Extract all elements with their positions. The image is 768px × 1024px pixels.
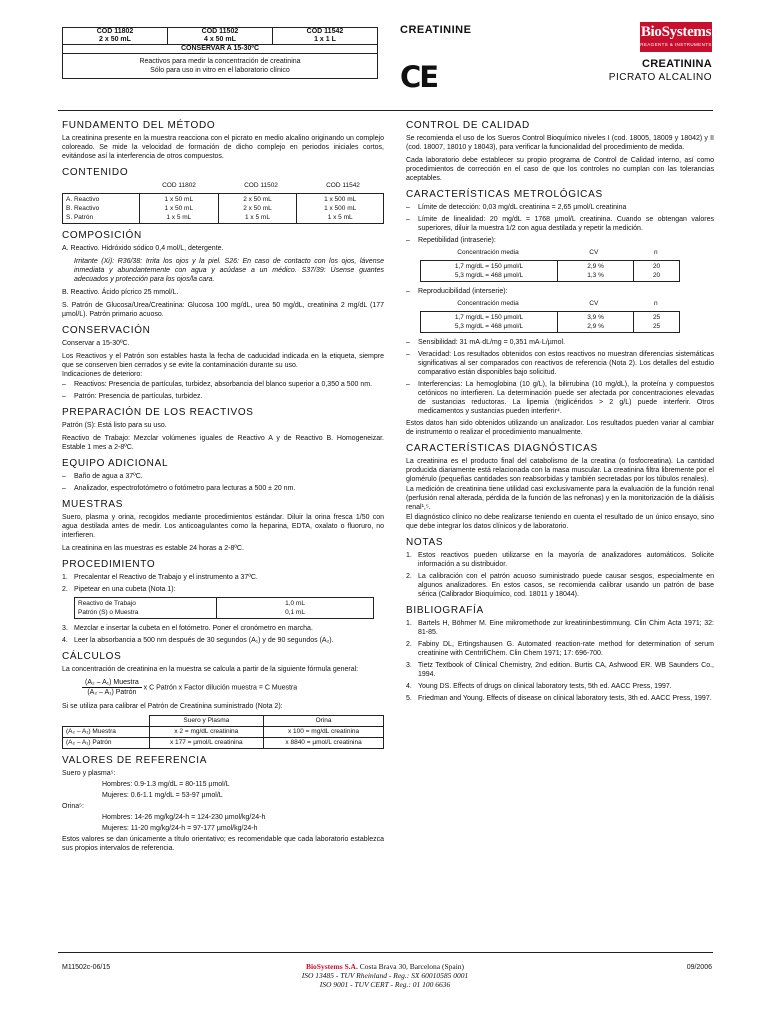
section-title: CÁLCULOS	[62, 651, 122, 662]
list-item: 5. Friedman and Young. Effects of disease on clinical laboratory tests, 3th ed. AACC Press, 1997.	[406, 695, 712, 702]
list-item: – Baño de agua a 37ºC.	[62, 473, 143, 480]
section-title: CONTROL DE CALIDAD	[406, 120, 530, 131]
section-title: PREPARACIÓN DE LOS REACTIVOS	[62, 407, 254, 418]
list-item: – Límite de linealidad: 20 mg/dL = 1768 µmol/L creatinina. Cuando se obtengan valores superiores, diluir la muestra 1/2 con agua destilada y repetir la medición.	[406, 216, 714, 232]
reproducibility-table	[420, 311, 680, 333]
section-title: FUNDAMENTO DEL MÉTODO	[62, 120, 216, 131]
section-title: CARACTERÍSTICAS METROLÓGICAS	[406, 189, 603, 200]
table-header: Orina	[264, 716, 384, 727]
company-name: BioSystems S.A.	[305, 962, 358, 971]
paragraph: La concentración de creatinina en la muestra se calcula a partir de la siguiente fórmula general:	[62, 666, 359, 673]
ce-mark-icon: CE	[400, 60, 438, 94]
section-title: CONTENIDO	[62, 167, 129, 178]
storage-cell: CONSERVAR A 15-30ºC	[63, 45, 378, 54]
reference-line: Hombres: 0.9-1.3 mg/dL = 80-115 µmol/L	[102, 781, 230, 788]
iso-13485: ISO 13485 - TUV Rheinland - Reg.: SX 60010585 0001	[301, 971, 469, 980]
repeatability-header	[420, 248, 680, 258]
code-cell: COD 11502 4 x 50 mL	[167, 28, 272, 45]
list-item: – Reproducibilidad (interserie):	[406, 288, 508, 295]
logo-subtitle: REAGENTS & INSTRUMENTS	[640, 42, 712, 47]
list-item: 1. Precalentar el Reactivo de Trabajo y el instrumento a 37ºC.	[62, 574, 258, 581]
list-item: – Interferencias: La hemoglobina (10 g/L), la bilirrubina (10 mg/dL), la proteína y compuestos cetónicos no interfieren. La determinación puede ser afectada por concentraciones elevadas de sustancias reductoras. La lipemia (triglicéridos > 2 g/L) puede interferir. Otros medicamentos y sustancias pueden interferir⁴.	[406, 381, 714, 415]
formula-numerator: (A₂ – A₁) Muestra	[82, 678, 142, 688]
code-cell: COD 11802 2 x 50 mL	[63, 28, 168, 45]
calibration-table	[62, 715, 384, 749]
table-row: (A₂ – A₁) Muestra x 2 = mg/dL creatinina x 100 = mg/dL creatinina	[63, 727, 384, 738]
paragraph: Estos datos han sido obtenidos utilizando un analizador. Los resultados pueden variar al cambiar de instrumento o realizar el procedimiento manualmente.	[406, 420, 714, 436]
paragraph: La creatinina en las muestras es estable 24 horas a 2-8ºC.	[62, 545, 244, 552]
biosystems-logo	[640, 22, 712, 52]
section-title: BIBLIOGRAFÍA	[406, 605, 484, 616]
list-item: – Analizador, espectrofotómetro o fotómetro para lecturas a 500 ± 20 nm.	[62, 485, 296, 492]
paragraph: El diagnóstico clínico no debe realizarse teniendo en cuenta el resultado de un único ensayo, sino que debe integrar los datos clínicos y de laboratorio.	[406, 514, 714, 530]
paragraph: Conservar a 15-30ºC.	[62, 340, 130, 347]
section-title: COMPOSICIÓN	[62, 230, 142, 241]
paragraph: Orina⁵:	[62, 803, 84, 810]
list-item: – Repetibilidad (intraserie):	[406, 237, 496, 244]
list-item: 1. Estos reactivos pueden utilizarse en la mayoría de analizadores automáticos. Solicite información a su distribuidor.	[406, 552, 714, 568]
list-item: – Veracidad: Los resultados obtenidos con estos reactivos no muestran diferencias sistemáticas significativas al ser comparados con reactivos de referencia (Nota 2). Los detalles del estudio comparativo están disponibles bajo solicitud.	[406, 351, 714, 376]
table-header: Concentración media	[457, 300, 519, 307]
list-item: 4. Leer la absorbancia a 500 nm después de 30 segundos (A₁) y de 90 segundos (A₂).	[62, 637, 334, 644]
document-title: CREATININE	[400, 24, 472, 36]
paragraph: Patrón (S): Está listo para su uso.	[62, 422, 167, 429]
table-header: Concentración media	[457, 249, 519, 256]
paragraph: Si se utiliza para calibrar el Patrón de Creatinina suministrado (Nota 2):	[62, 703, 283, 710]
list-item: – Sensibilidad: 31 mA·dL/mg = 0,351 mA·L/µmol.	[406, 339, 566, 346]
list-item: 3. Tietz Textbook of Clinical Chemistry, 2nd edition. Burtis CA, Ashwood ER. WB Saunders Co., 1994.	[406, 662, 714, 678]
reference-line: Mujeres: 0.6-1.1 mg/dL = 53-97 µmol/L	[102, 792, 223, 799]
iso-9001: ISO 9001 - TUV CERT - Reg.: 01 100 6636	[319, 980, 451, 989]
table-header: COD 11802	[162, 182, 196, 189]
list-item: 2. Pipetear en una cubeta (Nota 1):	[62, 586, 176, 593]
paragraph: La medición de creatinina tiene utilidad casi exclusivamente para la evaluación de la función renal (perfusión renal alterada, pérdida de la función de las nefronas) y en la monitorización de la diálisis renal¹,⁵.	[406, 486, 714, 511]
list-item: 3. Mezclar e insertar la cubeta en el fotómetro. Poner el cronómetro en marcha.	[62, 625, 313, 632]
table-row: Reactivo de Trabajo Patrón (S) o Muestra 1,0 mL 0,1 mL	[75, 598, 374, 619]
table-header: CV	[589, 300, 599, 307]
document-code: M11502c-06/15	[62, 964, 111, 971]
paragraph: Irritante (Xi): R36/38: Irrita los ojos y la piel. S26: En caso de contacto con los ojos, lávense inmediata y abundantemente con agua y acúdase a un médico. S37/39: Úsense guantes adecuados y protección para los ojos/la cara.	[74, 258, 384, 283]
table-row: (A₂ – A₁) Patrón x 177 = µmol/L creatinina x 8840 = µmol/L creatinina	[63, 738, 384, 749]
company-address: Costa Brava 30, Barcelona (Spain)	[357, 962, 465, 971]
paragraph: Reactivo de Trabajo: Mezclar volúmenes iguales de Reactivo A y de Reactivo B. Homogeneizar. Estable 1 mes a 2-8ºC.	[62, 435, 384, 451]
reproducibility-header	[420, 299, 680, 309]
section-title: NOTAS	[406, 537, 444, 548]
section-title: EQUIPO ADICIONAL	[62, 458, 169, 469]
table-header: COD 11542	[326, 182, 360, 189]
section-title: PROCEDIMIENTO	[62, 559, 156, 570]
code-cell: COD 11542 1 x 1 L	[272, 28, 377, 45]
paragraph: Estos valores se dan únicamente a título orientativo; es recomendable que cada laboratorio establezca sus propios intervalos de referencia.	[62, 836, 384, 852]
paragraph: Suero y plasma⁵:	[62, 770, 116, 777]
table-row: A. Reactivo B. Reactivo S. Patrón 1 x 50 mL 1 x 50 mL 1 x 5 mL 2 x 50 mL 2 x 50 mL 1 x 5 mL 1 x 500 mL 1 x 500 mL 1 x 5 mL	[63, 194, 384, 224]
document-date: 09/2006	[686, 964, 712, 971]
paragraph: Se recomienda el uso de los Sueros Control Bioquímico niveles I (cod. 18005, 18009 y 18042) y II (cod. 18007, 18010 y 18043), para verificar la funcionalidad del procedimiento de medida.	[406, 135, 714, 151]
list-item: 1. Bartels H, Böhmer M. Eine mikromethode zur kreatininbestimmung. Clin Chim Acta 1971; 32: 81-85.	[406, 620, 714, 636]
paragraph: Los Reactivos y el Patrón son estables hasta la fecha de caducidad indicada en la etiqueta, siempre que se conserven bien cerrados y se evite la contaminación durante su uso.	[62, 353, 384, 369]
paragraph: B. Reactivo. Ácido pícrico 25 mmol/L.	[62, 289, 179, 296]
header-product-codes-table	[62, 27, 378, 79]
contents-box	[62, 193, 384, 224]
formula-denominator: (A₂ – A₁) Patrón	[87, 689, 137, 696]
header-divider	[58, 110, 713, 111]
paragraph: La creatinina es el producto final del catabolismo de la creatina (o fosfocreatina). La cantidad producida diariamente está relacionada con la masa muscular. La creatinina filtra libremente por el glomérulo (pequeñas cantidades son reabsorbidas y también secretadas por los túbulos renales).	[406, 458, 714, 483]
list-item: – Reactivos: Presencia de partículas, turbidez, absorbancia del blanco superior a 0,350 a 500 nm.	[62, 381, 373, 388]
table-header: n	[653, 300, 658, 307]
paragraph: Indicaciones de deterioro:	[62, 371, 143, 378]
paragraph: A. Reactivo. Hidróxido sódico 0,4 mol/L, detergente.	[62, 245, 224, 252]
list-item: 2. La calibración con el patrón acuoso suministrado puede causar sesgos, especialmente en algunos analizadores. En estos casos, se recomienda calibrar usando un patrón de base sérica (Calibrador Bioquímico, cod. 18011 y 18044).	[406, 573, 714, 598]
right-column	[406, 120, 714, 706]
list-item: – Patrón: Presencia de partículas, turbidez.	[62, 393, 203, 400]
table-header: COD 11502	[244, 182, 278, 189]
left-column	[62, 120, 384, 857]
contents-table	[62, 181, 384, 191]
product-method: PICRATO ALCALINO	[608, 72, 712, 83]
section-title: CARACTERÍSTICAS DIAGNÓSTICAS	[406, 443, 598, 454]
company-footer	[250, 962, 520, 989]
table-row: 1,7 mg/dL = 150 µmol/L 5,3 mg/dL = 468 µmol/L 3,9 % 2,9 % 25 25	[421, 312, 680, 333]
section-title: VALORES DE REFERENCIA	[62, 755, 208, 766]
reference-line: Hombres: 14-26 mg/kg/24-h = 124-230 µmol/kg/24-h	[102, 814, 266, 821]
list-item: 4. Young DS. Effects of drugs on clinical laboratory tests, 5th ed. AACC Press, 1997.	[406, 683, 672, 690]
section-title: CONSERVACIÓN	[62, 325, 151, 336]
product-name: CREATININA	[641, 58, 712, 70]
intended-use-cell: Reactivos para medir la concentración de creatinina Sólo para uso in vitro en el laboratorio clínico	[63, 54, 378, 79]
list-item: – Límite de detección: 0,03 mg/dL creatinina = 2,65 µmol/L creatinina	[406, 204, 627, 211]
section-title: MUESTRAS	[62, 499, 124, 510]
table-header: n	[653, 249, 658, 256]
table-header: Suero y Plasma	[149, 716, 264, 727]
calculation-formula	[82, 678, 384, 697]
repeatability-table	[420, 260, 680, 282]
list-item: 2. Fabiny DL, Ertingshausen G. Automated reaction-rate method for determination of serum creatinine with CentrifiChem. Clin Chem 1971; 17: 696-700.	[406, 641, 714, 657]
paragraph: Cada laboratorio debe establecer su propio programa de Control de Calidad interno, así como procedimientos de corrección en el caso de que los controles no cumplan con las tolerancias aceptables.	[406, 157, 714, 182]
footer-divider	[58, 952, 713, 953]
formula-rhs: x C Patrón x Factor dilución muestra = C Muestra	[143, 684, 298, 692]
table-header: CV	[589, 249, 599, 256]
paragraph: La creatinina presente en la muestra reacciona con el picrato en medio alcalino originando un complejo coloreado. Se mide la velocidad de formación de dicho complejo en periodos iniciales cortos, evitándose así la interferencia de otros compuestos.	[62, 135, 384, 160]
table-row: 1,7 mg/dL = 150 µmol/L 5,3 mg/dL = 468 µmol/L 2,9 % 1,3 % 20 20	[421, 261, 680, 282]
reference-line: Mujeres: 11-20 mg/kg/24-h = 97-177 µmol/kg/24-h	[102, 825, 258, 832]
paragraph: Suero, plasma y orina, recogidos mediante procedimientos estándar. Diluir la orina fresca 1/50 con agua destilada antes de medir. Los anticoagulantes como la heparina, EDTA, oxalato o fluoruro, no interfieren.	[62, 514, 384, 539]
procedure-table	[74, 597, 374, 619]
logo-brand: BioSystems	[640, 24, 712, 40]
paragraph: S. Patrón de Glucosa/Urea/Creatinina: Glucosa 100 mg/dL, urea 50 mg/dL, creatinina 2 mg/dL (177 µmol/L). Patrón primario acuoso.	[62, 302, 384, 318]
